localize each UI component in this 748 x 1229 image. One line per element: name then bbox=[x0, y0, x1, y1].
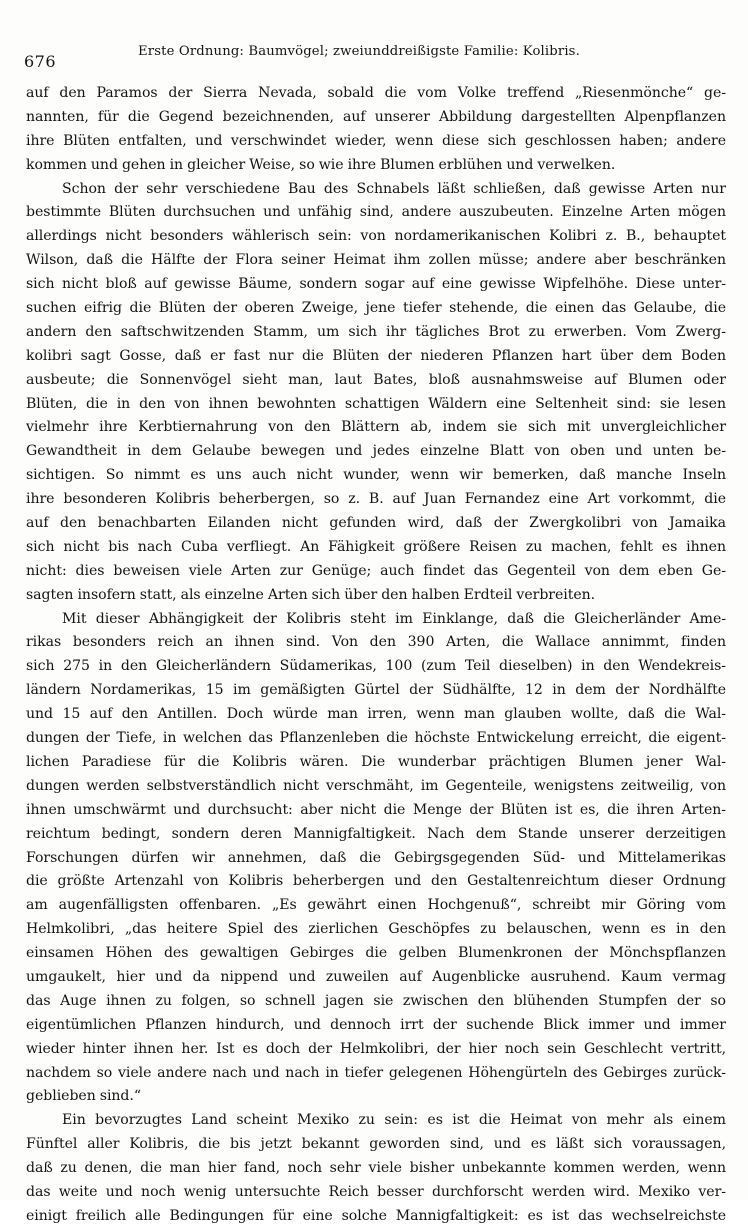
text-line: eigentümlichen Pflanzen hindurch, und dennoch irrt der suchende Blick immer und immer bbox=[26, 1016, 726, 1033]
text-line: das Auge ihnen zu folgen, so schnell jagen sie zwischen den blühenden Stumpfen der so bbox=[26, 992, 726, 1009]
text-line: reichtum bedingt, sondern deren Mannigfaltigkeit. Nach dem Stande unserer derzeitigen bbox=[26, 825, 726, 842]
text-line: das weite und noch wenig untersuchte Reich besser durchforscht werden wird. Mexiko ver- bbox=[26, 1183, 726, 1200]
text-line: Wilson, daß die Hälfte der Flora seiner Heimat ihm zollen müsse; andere aber beschränken bbox=[26, 252, 726, 269]
text-line: sichtigen. So nimmt es uns auch nicht wunder, wenn wir bemerken, daß manche Inseln bbox=[26, 467, 726, 484]
text-line: auf den Paramos der Sierra Nevada, sobald die vom Volke treffend „Riesenmönche“ ge- bbox=[26, 85, 726, 101]
text-line: daß zu denen, die man hier fand, noch sehr viele bisher unbekannte kommen werden, wenn bbox=[26, 1160, 726, 1177]
paragraph-start-line: Mit dieser Abhängigkeit der Kolibris steht im Einklange, daß die Gleicherländer Ame- bbox=[62, 610, 726, 627]
text-line: die größte Artenzahl von Kolibris beherbergen und den Gestaltenreichtum dieser Ordnung bbox=[26, 873, 726, 890]
text-line: nannten, für die Gegend bezeichnenden, auf unserer Abbildung dargestellten Alpenpflanzen bbox=[26, 108, 726, 125]
text-line: andern den saftschwitzenden Stamm, um sich ihr tägliches Brot zu erwerben. Vom Zwerg- bbox=[26, 323, 726, 340]
text-line: am augenfälligsten offenbaren. „Es gewährt einen Hochgenuß“, schreibt mir Göring vom bbox=[26, 897, 726, 914]
text-line: allerdings nicht besonders wählerisch sein: von nordamerikanischen Kolibri z. B., behauptet bbox=[26, 228, 726, 245]
text-line: sagten insofern statt, als einzelne Arten sich über den halben Erdteil verbreiten. bbox=[26, 586, 596, 603]
text-line: rikas besonders reich an ihnen sind. Von den 390 Arten, die Wallace annimmt, finden bbox=[26, 634, 726, 651]
text-line: sich nicht bloß auf gewisse Bäume, sondern sogar auf eine gewisse Wipfelhöhe. Diese unter- bbox=[26, 276, 726, 293]
text-line: nachdem so viele andere nach und nach in tiefer gelegenen Höhengürteln des Gebirges zurück- bbox=[26, 1064, 726, 1081]
text-line: lichen Paradiese für die Kolibris wären. Die wunderbar prächtigen Blumen jener Wal- bbox=[26, 753, 726, 770]
body-text bbox=[26, 82, 726, 1229]
text-line: Forschungen dürfen wir annehmen, daß die Gebirgsgegenden Süd- und Mittelamerikas bbox=[26, 849, 726, 866]
text-line: ihnen umschwärmt und durchsucht: aber nicht die Menge der Blüten ist es, die ihren Arten- bbox=[26, 801, 726, 818]
text-line: Blüten, die in den von ihnen bewohnten schattigen Wäldern eine Seltenheit sind: sie lesen bbox=[26, 395, 726, 412]
text-line: und 15 auf den Antillen. Doch würde man irren, wenn man glauben wollte, daß die Wal- bbox=[26, 706, 726, 723]
page-number: 676 bbox=[24, 52, 57, 71]
text-line: geblieben sind.“ bbox=[26, 1088, 141, 1105]
paragraph-start-line: Schon der sehr verschiedene Bau des Schnabels läßt schließen, daß gewisse Arten nur bbox=[62, 180, 726, 197]
text-line: umgaukelt, hier und da nippend und zuweilen auf Augenblicke ausruhend. Kaum vermag bbox=[26, 968, 726, 985]
text-line: suchen eifrig die Blüten der oberen Zweige, jene tiefer stehende, die einen das Gelaube, die bbox=[26, 300, 726, 317]
text-line: kommen und gehen in gleicher Weise, so wie ihre Blumen erblühen und verwelken. bbox=[26, 156, 616, 173]
text-line: Fünftel aller Kolibris, die bis jetzt bekannt geworden sind, und es läßt sich voraussagen, bbox=[26, 1136, 726, 1153]
paragraph-start-line: Ein bevorzugtes Land scheint Mexiko zu sein: es ist die Heimat von mehr als einem bbox=[62, 1112, 726, 1129]
text-line: Gewandtheit in dem Gelaube bewegen und jedes einzelne Blatt von oben und unten be- bbox=[26, 443, 726, 460]
text-line: dungen werden selbstverständlich nicht verschmäht, im Gegenteile, wenigstens zeitweilig, von bbox=[26, 777, 726, 794]
text-line: auf den benachbarten Eilanden nicht gefunden wird, daß der Zwergkolibri von Jamaika bbox=[26, 515, 726, 532]
text-line: kolibri sagt Gosse, daß er fast nur die Blüten der niederen Pflanzen hart über dem Boden bbox=[26, 347, 726, 364]
text-line: ausbeute; die Sonnenvögel sieht man, laut Bates, bloß ausnahmsweise auf Blumen oder bbox=[26, 371, 726, 388]
running-head: Erste Ordnung: Baumvögel; zweiunddreißigste Familie: Kolibris. bbox=[138, 44, 580, 59]
text-line: nicht: dies beweisen viele Arten zur Genüge; auch findet das Gegenteil von dem eben Ge- bbox=[26, 562, 726, 579]
text-line: dungen der Tiefe, in welchen das Pflanzenleben die höchste Entwickelung erreicht, die eigent- bbox=[26, 730, 726, 747]
text-line: sich nicht bis nach Cuba verfliegt. An Fähigkeit größere Reisen zu machen, fehlt es ihnen bbox=[26, 538, 726, 555]
text-line: bestimmte Blüten durchsuchen und unfähig sind, andere auszubeuten. Einzelne Arten mögen bbox=[26, 204, 726, 221]
text-line: einsamen Höhen des gewaltigen Gebirges die gelben Blumenkronen der Mönchspflanzen bbox=[26, 945, 726, 962]
text-line: vielmehr ihre Kerbtiernahrung von den Blättern ab, indem sie sich mit unvergleichlicher bbox=[26, 419, 726, 436]
text-line: einigt freilich alle Bedingungen für eine solche Mannigfaltigkeit: es ist das wechselreichste bbox=[26, 1207, 726, 1224]
text-line: ihre Blüten entfalten, und verschwindet wieder, wenn diese sich geschlossen haben; andere bbox=[26, 132, 726, 149]
text-line: ländern Nordamerikas, 15 im gemäßigten Gürtel der Südhälfte, 12 in dem der Nordhälfte bbox=[26, 682, 726, 699]
text-line: ihre besonderen Kolibris beherbergen, so z. B. auf Juan Fernandez eine Art vorkommt, die bbox=[26, 491, 726, 508]
text-line: Helmkolibri, „das heitere Spiel des zierlichen Geschöpfes zu belauschen, wenn es in den bbox=[26, 921, 726, 938]
text-line: sich 275 in den Gleicherländern Südamerikas, 100 (zum Teil dieselben) in den Wendekreis- bbox=[26, 658, 726, 675]
text-line: wieder hinter ihnen her. Ist es doch der Helmkolibri, der hier noch sein Geschlecht vertritt, bbox=[26, 1040, 726, 1057]
